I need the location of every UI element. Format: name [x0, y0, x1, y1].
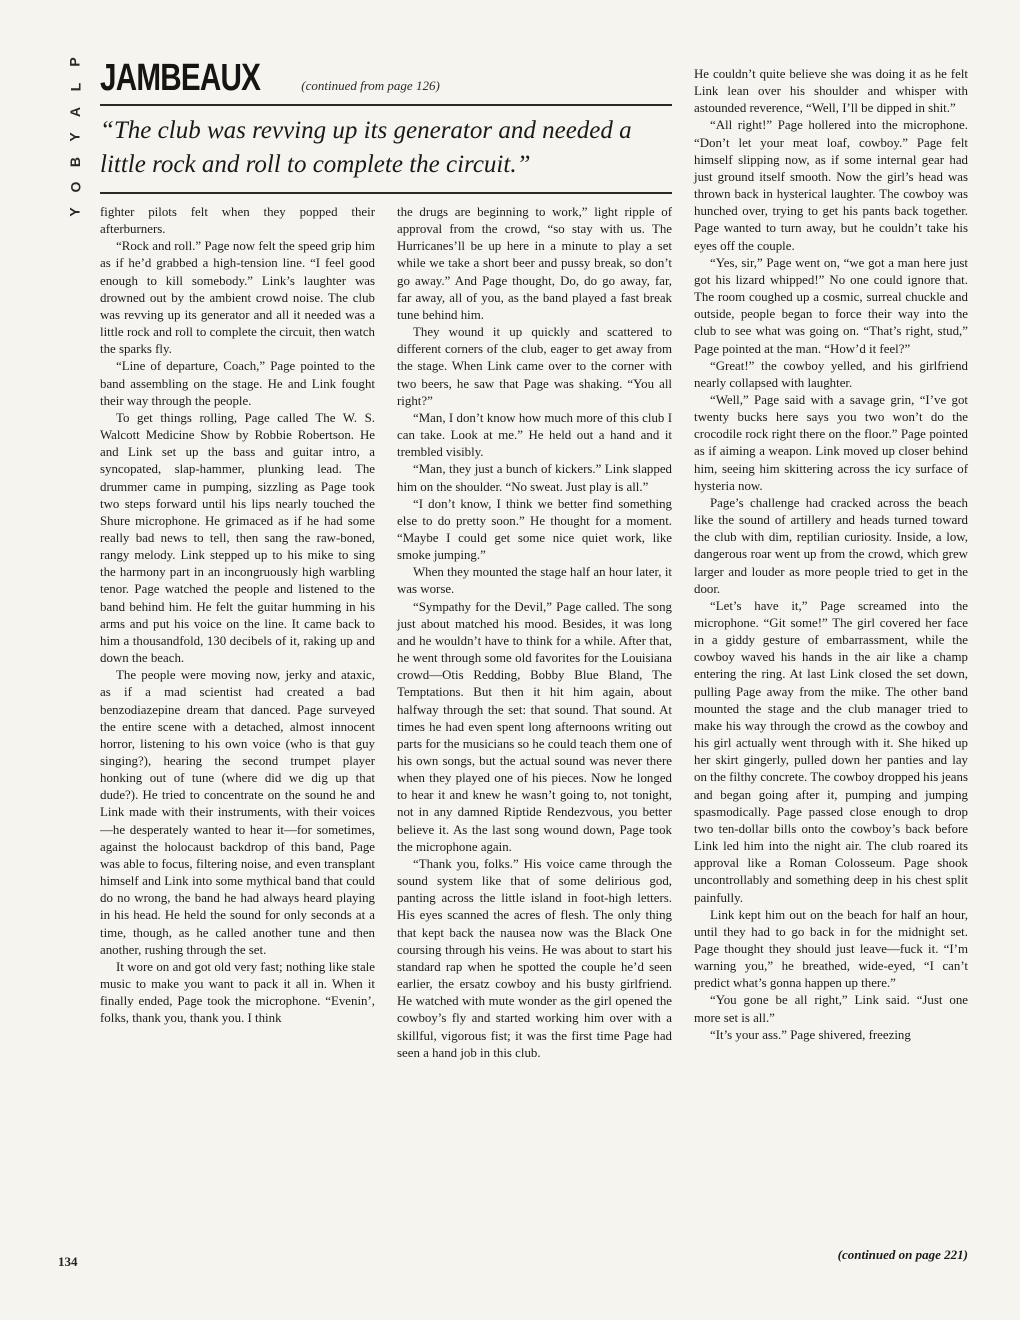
paragraph: Link kept him out on the beach for half an hour, until they had to go back in for the midnight set. Page thought they should just leave—fuck it. “I’m warning you,” he breathed, wide-eyed, “I can’t predict what’s gonna happen up there.” [694, 907, 968, 991]
section-title: JAMBEAUX [100, 57, 261, 99]
paragraph: “You gone be all right,” Link said. “Just one more set is all.” [694, 993, 968, 1025]
continued-from: (continued from page 126) [301, 78, 440, 93]
paragraph: When they mounted the stage half an hour later, it was worse. [397, 565, 672, 597]
paragraph: “Rock and roll.” Page now felt the speed grip him as if he’d grabbed a high-tension line. “I feel good enough to kill somebody.” Link’s laughter was drowned out by the ambient crowd noise. The club was revving up its generator and all it needed was a little rock and roll to complete the circuit, then watch the sparks fly. [100, 239, 375, 357]
magazine-letter: L [67, 82, 83, 92]
page-number: 134 [58, 1254, 78, 1269]
paragraph: fighter pilots felt when they popped their afterburners. [100, 205, 375, 237]
magazine-letter: Y [67, 132, 83, 142]
paragraph: To get things rolling, Page called The W. S. Walcott Medicine Show by Robbie Robertson. He and Link set up the bass and guitar intro, a syncopated, slap-hammer, plunking lead. The drummer came in pumping, sizzling as Page took two steps forward until his lips nearly touched the Shure microphone. He grimaced as if he had some really bad news to tell, then sang the raw-boned, rangy melody. Link stepped up to his mike to sing the harmony part in an incongruously high warbling tenor. Page watched the people and listened to the band behind him. He felt the guitar humming in his arms and put his voice on the line. It came back to him a thousandfold, 130 decibels of it, raking up and down the beach. [100, 410, 375, 666]
paragraph: They wound it up quickly and scattered to different corners of the club, eager to get away from the stage. When Link came over to the corner with two beers, he saw that Page was shaking. “You all right?” [397, 325, 672, 408]
paragraph: “Great!” the cowboy yelled, and his girlfriend nearly collapsed with laughter. [694, 358, 968, 390]
paragraph: The people were moving now, jerky and ataxic, as if a mad scientist had created a bad benzodiazepine dream that danced. Page surveyed the entire scene with a detached, almost innocent horror, listening to his own voice (who is that guy singing?), hearing the second trumpet player honking out of tune (where did we dig up that dude?). He tried to concentrate on the sound he and Link made with their instruments, with their voices—he desperately wanted to hear it—for sometimes, against the holocaust backdrop of this band, Page was able to focus, filtering noise, and even transplant himself and Link into some mythical band that could do no wrong, the band he had always heard playing in his head. He held the sound for only seconds at a time, though, as he called another tune and then another, rushing through the set. [100, 668, 375, 957]
paragraph: “Line of departure, Coach,” Page pointed to the band assembling on the stage. He and Link fought their way through the people. [100, 359, 375, 408]
paragraph: “Man, I don’t know how much more of this club I can take. Look at me.” He held out a hand and it trembled visibly. [397, 410, 672, 460]
paragraph: “Well,” Page said with a savage grin, “I’ve got twenty bucks here says you two won’t do the crocodile rock right there on the floor.” Page pointed as if aiming a weapon. Link moved up closer behind him, seeing him skittering across the icy surface of hysteria now. [694, 392, 968, 493]
paragraph: “Yes, sir,” Page went on, “we got a man here just got his lizard whipped!” No one could ignore that. The room coughed up a cosmic, surreal chuckle and outside, people began to force their way into the club to see what was going on. “That’s right, stud,” Page pointed at the man. “How’d it feel?” [694, 255, 968, 356]
paragraph: It wore on and got old very fast; nothing like stale music to make you want to pack it all in. When it finally ended, Page took the microphone. “Evenin’, folks, thank you, thank you. I think [100, 959, 375, 1026]
magazine-letter: B [67, 156, 83, 168]
magazine-letter: A [67, 106, 83, 118]
paragraph: “All right!” Page hollered into the microphone. “Don’t let your meat loaf, cowboy.” Page felt himself slipping now, as if some internal gear had just ground itself smooth. Now the girl’s head was thrown back in hysterical laughter. The cowboy was hunched over, trying to get his pants back together. Page wanted to turn away, but he couldn’t take his eyes off the couple. [694, 118, 968, 253]
text-column-3 [694, 66, 968, 1044]
article-header [100, 58, 672, 194]
magazine-sidebar [60, 55, 90, 219]
paragraph: the drugs are beginning to work,” light ripple of approval from the crowd, “so stay with us. The Hurricanes’ll be up here in a minute to play a set while we take a short beer and pussy break, so don’t go away.” And Page thought, Do, do go away, far, far away, all of you, as the band played a fast break tune behind him. [397, 205, 672, 322]
text-column-1 [100, 204, 375, 1028]
magazine-letter: Y [67, 207, 83, 217]
paragraph: “Let’s have it,” Page screamed into the microphone. “Git some!” The girl covered her face in a giddy gesture of embarrassment, while the cowboy waved his hands in the air like a champ entering the ring. At last Link closed the set down, pulling Page away from the mike. The other band mounted the stage and the club manager tried to make his way through the crowd as the cowboy and his girl actually went through with it. She hiked up her skirt gingerly, pulled down her panties and lay on the filthy concrete. The cowboy dropped his jeans and began going after it, pumping and jumping spasmodically. Page passed close enough to drop two ten-dollar bills onto the cowboy’s back before Link led him into the night air. The club roared its approval like a Roman Colosseum. Page shook uncontrollably and something deep in his chest split painfully. [694, 598, 968, 905]
paragraph: “Man, they just a bunch of kickers.” Link slapped him on the shoulder. “No sweat. Just play is all.” [397, 462, 672, 494]
pull-quote: “The club was revving up its generator and needed a little rock and roll to complete the circuit.” [100, 117, 632, 178]
header-rule [100, 104, 672, 106]
paragraph: “I don’t know, I think we better find something else to do pretty soon.” He thought for a moment. “Maybe I could get some nice quiet work, like smoke jumping.” [397, 496, 672, 563]
text-column-2 [397, 204, 672, 1062]
paragraph: “Thank you, folks.” His voice came through the sound system like that of some delirious god, panting across the little island in foot-high letters. His eyes scanned the acres of flesh. The only thing that kept back the nausea now was the Black One coursing through his veins. He was about to start his standard rap when he spotted the couple he’d seen earlier, the ersatz cowboy and his busty girlfriend. He watched with mute wonder as the girl opened the cowboy’s fly and started working him over with a skillful, vigorous fist; it was the first time Page had seen a hand job in this club. [397, 856, 672, 1060]
paragraph: “It’s your ass.” Page shivered, freezing [710, 1027, 911, 1042]
paragraph: He couldn’t quite believe she was doing it as he felt Link lean over his shoulder and whisper with astounded reverence, “Well, I’ll be dipped in shit.” [694, 67, 968, 116]
paragraph: Page’s challenge had cracked across the beach like the sound of artillery and heads turned toward the club with dim, reptilian curiosity. Inside, a low, dangerous roar went up from the crowd, which grew larger and louder as more people tried to get in the door. [694, 495, 968, 596]
header-row [100, 58, 672, 98]
magazine-letter: O [66, 181, 83, 193]
continued-on: (continued on page 221) [837, 1247, 968, 1262]
paragraph: “Sympathy for the Devil,” Page called. The song just about matched his mood. Besides, it was long and he wouldn’t have to think for a while. After that, he went through some old favorites for the Louisiana crowd—Otis Redding, Bobby Blue Bland, The Temptations. But then it hit him again, about halfway through the set: that sound. That sound. At times he had even spent long afternoons writing out parts for the musicians so he could teach them one of his own songs, but the actual sound was never there when they played one of his pieces. Now he longed to hear it and knew he wasn’t going to, not tonight, not in any damned Riptide Rendezvous, you better believe it. As the last song wound down, Page took the microphone again. [397, 599, 672, 854]
magazine-letter: P [67, 57, 83, 67]
pullquote-rule [100, 192, 672, 194]
